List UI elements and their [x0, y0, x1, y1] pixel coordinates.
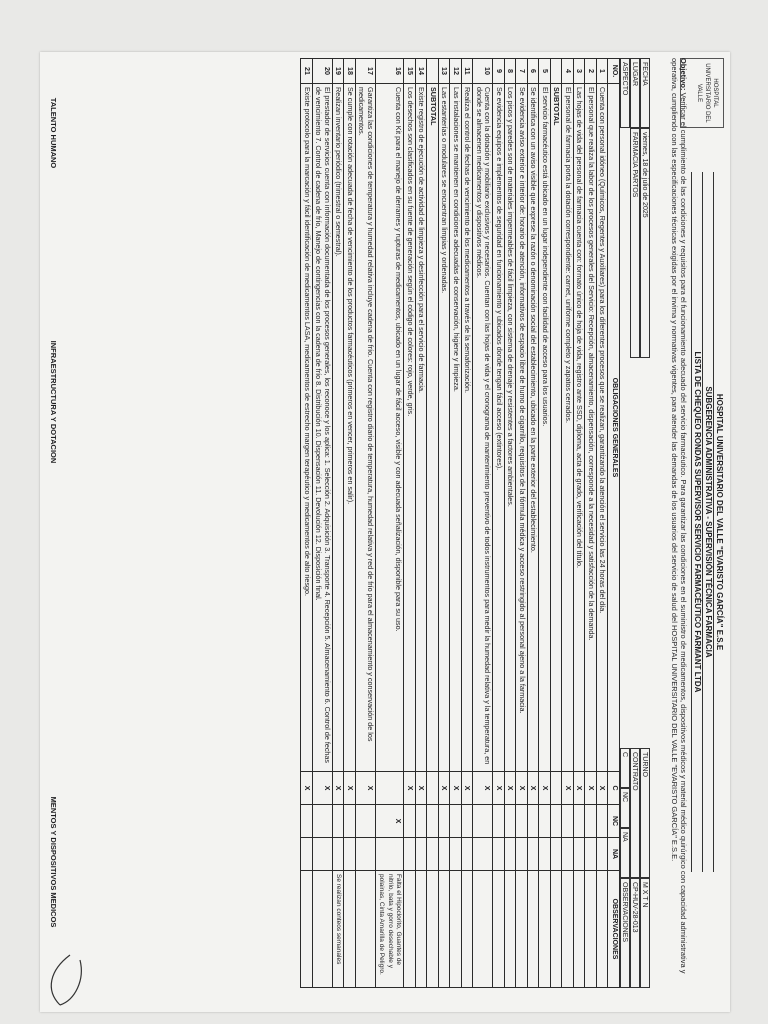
row-number: 8 [505, 59, 517, 84]
row-observation [356, 871, 376, 988]
fecha-label: FECHA [640, 58, 650, 128]
table-row [539, 59, 551, 988]
row-observation [551, 871, 563, 988]
mark-c: X [528, 772, 540, 805]
mark-nc [404, 805, 416, 838]
mark-nc [301, 805, 313, 838]
title-block [691, 172, 724, 872]
mark-na [562, 838, 574, 871]
row-text: El servicio farmacéutico está ubicado en un lugar independiente con facilidad de acceso para los usuarios. [539, 84, 551, 772]
row-observation [574, 871, 586, 988]
mark-c: X [333, 772, 345, 805]
subtotal-row [551, 59, 563, 988]
row-text: Cuenta con la dotación y mobiliario exclusivos y necesarios. Cuentan con las hojas de vida y el cronograma de mantenimiento preventivo de todos instrumentos para medir la humedad relativa y la temperatura, en donde se almacenen medicamentos y dispositivos médicos. [473, 84, 493, 772]
mark-c: X [301, 772, 313, 805]
mark-c: X [493, 772, 505, 805]
mark-nc [462, 805, 474, 838]
mark-c [376, 772, 405, 805]
row-number: 1 [597, 59, 609, 84]
section-infra: INFRAESTRUCTURA Y DOTACION [49, 340, 58, 464]
row-text: Las instalaciones se mantienen en condiciones adecuadas de conservación, higiene y limpieza. [450, 84, 462, 772]
mark-c: X [516, 772, 528, 805]
row-number: 13 [439, 59, 451, 84]
mark-na [505, 838, 517, 871]
mark-nc [597, 805, 609, 838]
row-number: 11 [462, 59, 474, 84]
row-observation [301, 871, 313, 988]
mark-na [376, 838, 405, 871]
mark-nc [344, 805, 356, 838]
mark-na [427, 838, 439, 871]
objective-body: Verificar el cumplimiento de las condiciones y requisitos para el funcionamiento adecuado del servicio farmacéutico. Para garantizar las condiciones en el suministro de medicamentos, dispositivos médicos y material médico quirúrgico con capacidad administrativa y operativa, cumpliendo con las especificaciones técnicas exigidas por el invima y normativas vigentes, para atender las demandas de los usuarios del servicio de salud del HOSPITAL UNIVERSITARIO DEL VALLE "EVARISTO GARCÍA" E.S.E. [670, 58, 688, 974]
row-text: Existe registro de ejecución de actividad de limpieza y desinfección para el servicio de farmacia. [416, 84, 428, 772]
row-observation [427, 871, 439, 988]
table-row [439, 59, 451, 988]
document-title: HOSPITAL UNIVERSITARIO DEL VALLE "EVARISTO GARCÍA" E.S.E [713, 172, 724, 872]
section-medicamentos: MENTOS Y DISPOSITIVOS MEDICOS [49, 796, 58, 928]
c-label: C [620, 748, 630, 788]
table-row [333, 59, 345, 988]
lugar-label: LUGAR [630, 58, 640, 128]
mark-c: X [462, 772, 474, 805]
row-number: 15 [404, 59, 416, 84]
mark-nc [450, 805, 462, 838]
row-observation [562, 871, 574, 988]
row-observation [597, 871, 609, 988]
row-observation [439, 871, 451, 988]
section-talento: TALENTO HUMANO [49, 97, 58, 169]
row-text: Se cumple con rotación adecuada de fecha de vencimiento de los productos farmacéuticos (primeros en vencer, primeros en salir). [344, 84, 356, 772]
row-number: 12 [450, 59, 462, 84]
mark-nc [356, 805, 376, 838]
table-row [597, 59, 609, 988]
mark-na [404, 838, 416, 871]
row-observation [462, 871, 474, 988]
table-row [301, 59, 313, 988]
row-text: Los pisos y paredes son de materiales impermeables de fácil limpieza, con sistema de drenaje y resistentes a factores ambientales. [505, 84, 517, 772]
row-number [427, 59, 439, 84]
row-text: Las estanterías o modulares se encuentran limpias y ordenadas. [439, 84, 451, 772]
mark-nc [505, 805, 517, 838]
fecha-value: viernes, 18 de julio de 2025 [640, 128, 650, 358]
row-text: Los desechos son clasificados en su fuente de generación según el código de colores: rojo, verde, gris. [404, 84, 416, 772]
nc-label: NC [620, 788, 630, 828]
mark-c: X [585, 772, 597, 805]
mark-c: X [356, 772, 376, 805]
row-observation [585, 871, 597, 988]
table-row [473, 59, 493, 988]
table-row [313, 59, 333, 988]
row-observation [404, 871, 416, 988]
row-text: Se evidencia aviso exterior e interior de: horario de atención, informativos de espacio libre de humo de cigarrillo, requisitos de la fórmula médica y acceso restringido al personal ajeno a la farmacia. [516, 84, 528, 772]
row-observation [493, 871, 505, 988]
mark-c: X [344, 772, 356, 805]
row-text: Las hojas de vida del personal de farmacia cuenta con: formato único de hoja de vida, registro ante SSD, diploma, acta de grado, verificación del título. [574, 84, 586, 772]
rotated-page [40, 52, 730, 1012]
row-number: 2 [585, 59, 597, 84]
contrato-label: CONTRATO [630, 748, 640, 878]
mark-c: X [505, 772, 517, 805]
mark-c: X [473, 772, 493, 805]
row-observation [450, 871, 462, 988]
row-text: Realiza el control de fechas de vencimiento de los medicamentos a través de la semaforización. [462, 84, 474, 772]
mark-c: X [597, 772, 609, 805]
mark-nc [416, 805, 428, 838]
mark-c: X [562, 772, 574, 805]
lugar-value: FARMACIA PARTOS [630, 128, 640, 358]
row-observation [505, 871, 517, 988]
table-row [562, 59, 574, 988]
row-observation [473, 871, 493, 988]
row-text: Realizan inventario periódico (trimestral o semestral). [333, 84, 345, 772]
mark-na [462, 838, 474, 871]
table-row [416, 59, 428, 988]
mark-na [450, 838, 462, 871]
mark-na [597, 838, 609, 871]
row-number: 14 [416, 59, 428, 84]
table-row [450, 59, 462, 988]
objective-text [670, 58, 688, 988]
table-row [528, 59, 540, 988]
col-na: NA [608, 838, 620, 871]
mark-c: X [404, 772, 416, 805]
row-number: 18 [344, 59, 356, 84]
row-observation: Falta el Hipoclorito, Guantes de nitrilo, bata y gorro desechable y polainas, Cinta Amarilla de Peligro. [376, 871, 405, 988]
mark-na [313, 838, 333, 871]
row-observation: Se realizan conteos semanales [333, 871, 345, 988]
mark-nc [427, 805, 439, 838]
row-number [551, 59, 563, 84]
document-subtitle-1: SUBGERENCIA ADMINISTRATIVA - SUPERVISIÓN TÉCNICA FARMACIA [702, 172, 713, 872]
mark-c: X [439, 772, 451, 805]
mark-nc [528, 805, 540, 838]
table-row [376, 59, 405, 988]
mark-nc [562, 805, 574, 838]
row-text: SUBTOTAL [427, 84, 439, 772]
mark-c: X [539, 772, 551, 805]
row-number: 19 [333, 59, 345, 84]
col-obligaciones: OBLIGACIONES GENERALES [608, 84, 620, 772]
mark-na [301, 838, 313, 871]
mark-na [439, 838, 451, 871]
objective-label: Objetivo: [679, 58, 688, 91]
row-number: 20 [313, 59, 333, 84]
mark-nc [516, 805, 528, 838]
mark-nc [585, 805, 597, 838]
table-row [505, 59, 517, 988]
row-number: 3 [574, 59, 586, 84]
col-obs: OBSERVACIONES [608, 871, 620, 988]
row-observation [344, 871, 356, 988]
codigo-value: CP-HUV-28-013 [630, 878, 640, 988]
turno-label: TURNO [640, 748, 650, 878]
checklist-rows [301, 59, 608, 988]
row-text: Garantiza las condiciones de temperatura y humedad relativa incluye cadena de frío. Cuenta con registro diario de temperatura, humedad relativa y red de frío para el almacenamiento y conservación de los medicamentos. [356, 84, 376, 772]
row-text: Existe protocolo para la marcación y fácil identificación de medicamentos LASA, medicamentos de estrecho margen terapéutico y medicamentos de alto riesgo. [301, 84, 313, 772]
hospital-logo: HOSPITAL UNIVERSITARIO DEL VALLE [680, 58, 724, 128]
mark-na [539, 838, 551, 871]
mark-c [427, 772, 439, 805]
mark-c: X [450, 772, 462, 805]
row-observation [516, 871, 528, 988]
mark-c [551, 772, 563, 805]
row-text: Se identifica con un aviso visible que exprese la razón o denominación social del establecimiento, ubicado en la parte exterior del establecimiento. [528, 84, 540, 772]
mark-nc [313, 805, 333, 838]
mark-nc [333, 805, 345, 838]
row-text: El personal de farmacia porta la dotación correspondiente: carnet, uniforme completo y zapatos cerrados. [562, 84, 574, 772]
row-number: 9 [493, 59, 505, 84]
mark-na [473, 838, 493, 871]
aspecto-label: ASPECTO [620, 58, 630, 128]
table-row [585, 59, 597, 988]
row-number: 21 [301, 59, 313, 84]
row-number: 10 [473, 59, 493, 84]
mark-nc [473, 805, 493, 838]
row-number: 5 [539, 59, 551, 84]
row-number: 7 [516, 59, 528, 84]
table-row [404, 59, 416, 988]
table-row [344, 59, 356, 988]
row-text: Cuenta con personal idóneo (Químicos, Regentes y Auxiliares) para los diferentes procesos que se realizan, garantizando la atención el servicio las 24 horas del día. [597, 84, 609, 772]
table-row [462, 59, 474, 988]
mark-c: X [574, 772, 586, 805]
meta-block [620, 58, 650, 988]
row-observation [416, 871, 428, 988]
row-number: 4 [562, 59, 574, 84]
na-label: NA [620, 828, 630, 878]
row-number: 17 [356, 59, 376, 84]
mark-nc [439, 805, 451, 838]
col-no: NO. [608, 59, 620, 84]
mark-na [551, 838, 563, 871]
mark-na [416, 838, 428, 871]
mark-c: X [313, 772, 333, 805]
table-row [356, 59, 376, 988]
mark-c: X [416, 772, 428, 805]
row-text: Cuenta con Kit para el manejo de derrames y rupturas de medicamentos, ubicado en un lugar de fácil acceso, visible y con adecuada señalización, disponible para su uso. [376, 84, 405, 772]
document-header [610, 52, 730, 1012]
row-number: 6 [528, 59, 540, 84]
col-nc: NC [608, 805, 620, 838]
col-c: C [608, 772, 620, 805]
table-row [493, 59, 505, 988]
mark-nc [574, 805, 586, 838]
turno-value: M X T N [640, 878, 650, 988]
mark-na [493, 838, 505, 871]
observaciones-label: OBSERVACIONES [620, 878, 630, 988]
mark-nc [493, 805, 505, 838]
table-row [516, 59, 528, 988]
mark-na [333, 838, 345, 871]
row-observation [539, 871, 551, 988]
mark-na [356, 838, 376, 871]
document-subtitle-2: LISTA DE CHEQUEO RONDAS SUPERVISOR SERVICIO FARMACÉUTICO FARMANT LTDA [691, 172, 702, 872]
row-text: El personal que realiza la labor de los procesos generales del Servicio: Recepción, almacenamiento, dispensación, corresponde a la necesidad y satisfacción de la demanda. [585, 84, 597, 772]
row-text: Se evidencia equipos e implementos de seguridad en funcionamiento y ubicados donde tengan fácil acceso (extintores). [493, 84, 505, 772]
row-observation [313, 871, 333, 988]
row-number: 16 [376, 59, 405, 84]
mark-nc: X [376, 805, 405, 838]
mark-na [344, 838, 356, 871]
table-row [574, 59, 586, 988]
mark-na [528, 838, 540, 871]
mark-nc [539, 805, 551, 838]
row-text: El prestador de servicios cuenta con información documentada de los procesos generales, los reconoce y los aplica: 1. Selección 2. Adquisición 3. Transporte 4. Recepción 5. Almacenamiento 6. Control de fechas de vencimiento 7. Control de cadena de frío, Manejo de contingencias con la cadena de frío 8. Distribución 10. Dispensación 11. Devolución 12. Disposición final. [313, 84, 333, 772]
mark-na [516, 838, 528, 871]
checklist-table [301, 58, 621, 988]
mark-na [574, 838, 586, 871]
scanned-document [40, 52, 730, 1012]
row-observation [528, 871, 540, 988]
row-text: SUBTOTAL [551, 84, 563, 772]
signature-mark [30, 950, 110, 1010]
mark-na [585, 838, 597, 871]
mark-nc [551, 805, 563, 838]
subtotal-row [427, 59, 439, 988]
